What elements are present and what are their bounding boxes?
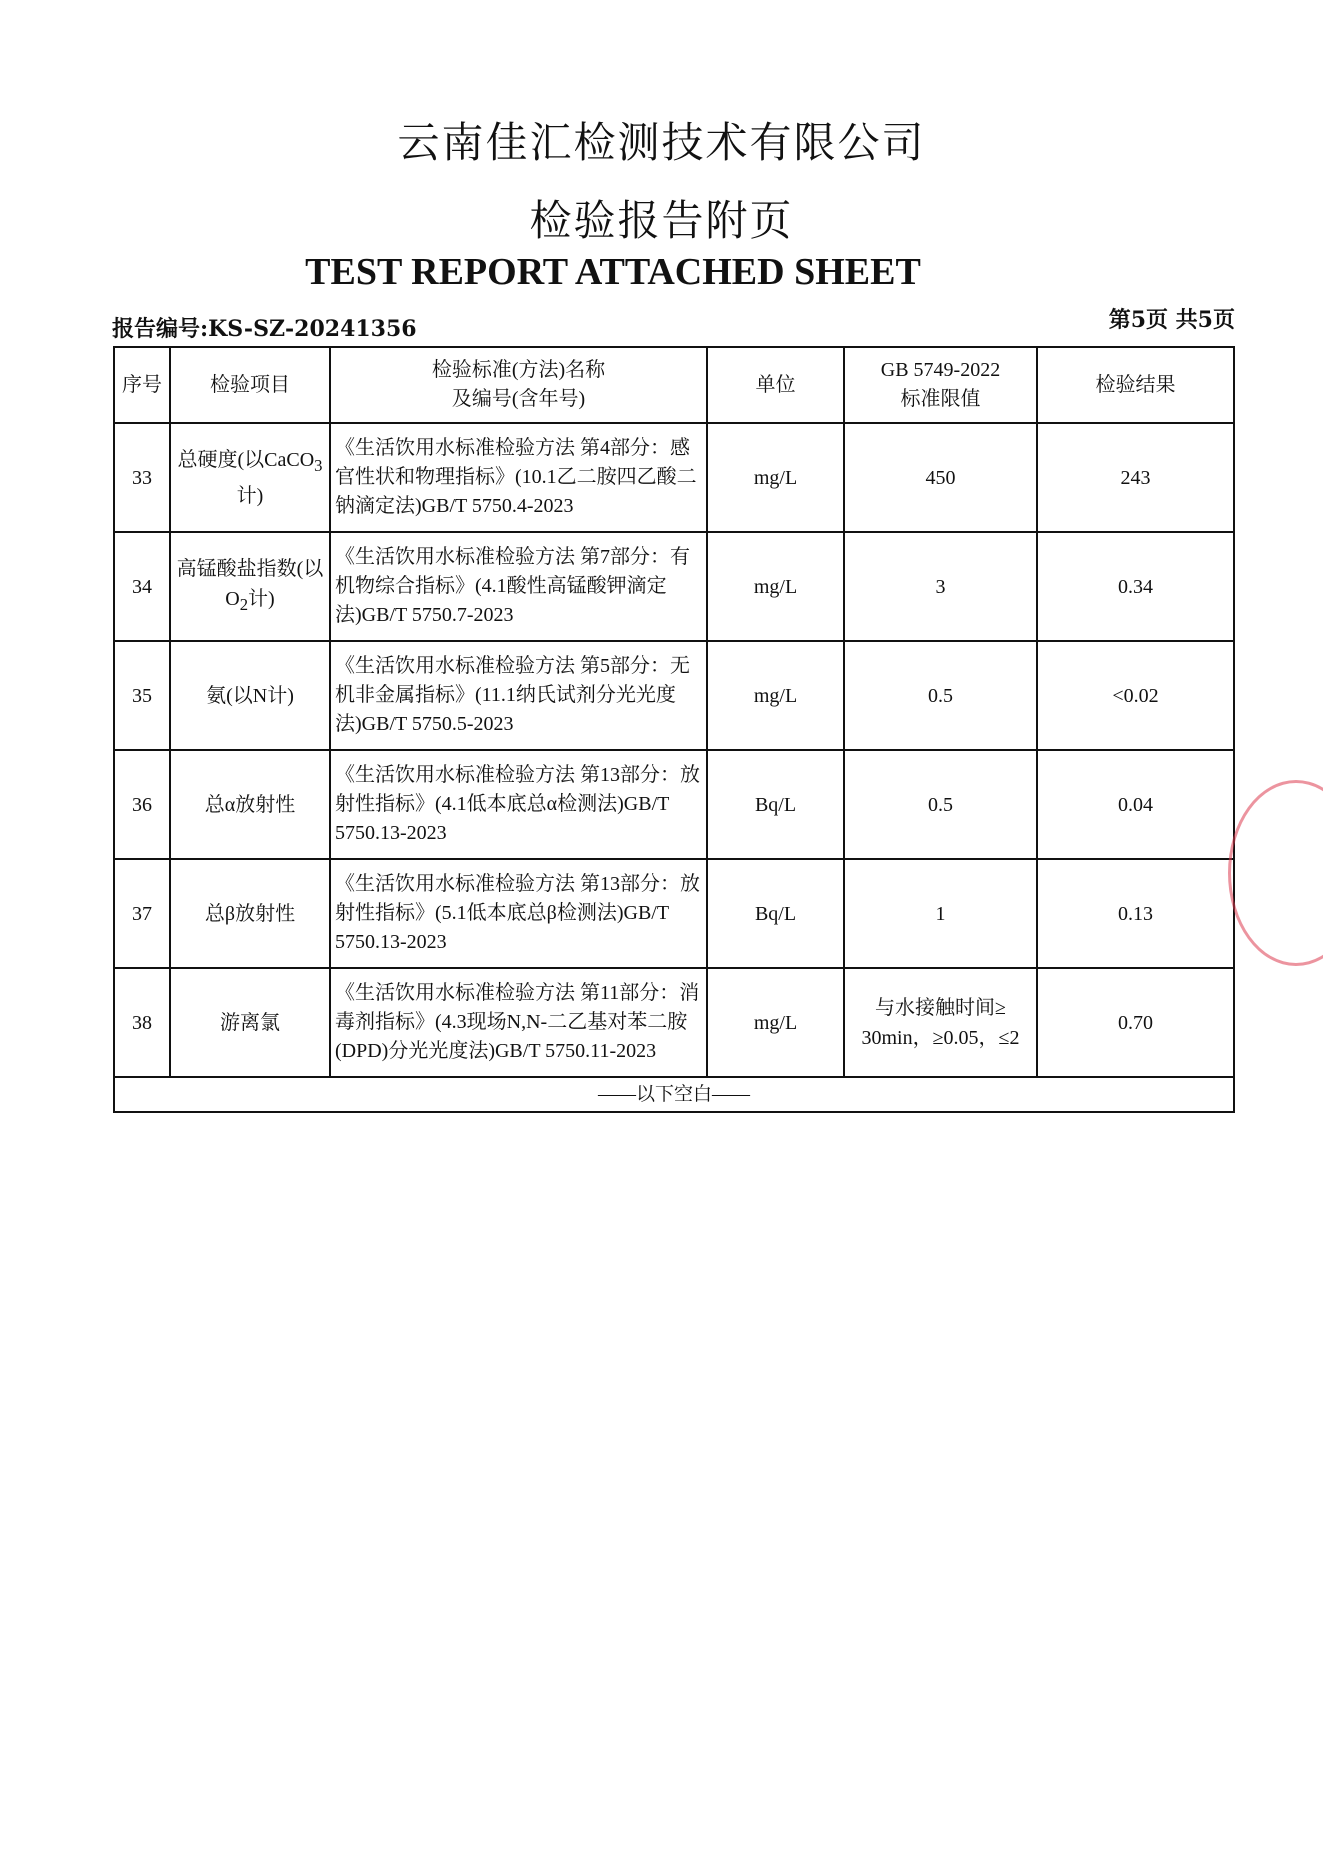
cell-item: 游离氯 bbox=[170, 968, 330, 1077]
cell-method: 《生活饮用水标准检验方法 第7部分：有机物综合指标》(4.1酸性高锰酸钾滴定法)GB/T 5750.7-2023 bbox=[330, 532, 707, 641]
cell-result: 243 bbox=[1037, 423, 1234, 532]
cell-result: 0.04 bbox=[1037, 750, 1234, 859]
cell-unit: Bq/L bbox=[707, 750, 844, 859]
header-result: 检验结果 bbox=[1037, 347, 1234, 423]
cell-item bbox=[170, 423, 330, 532]
cell-method: 《生活饮用水标准检验方法 第11部分：消毒剂指标》(4.3现场N,N-二乙基对苯二胺(DPD)分光光度法)GB/T 5750.11-2023 bbox=[330, 968, 707, 1077]
header-limit-line2: 标准限值 bbox=[900, 388, 981, 410]
cell-method: 《生活饮用水标准检验方法 第5部分：无机非金属指标》(11.1纳氏试剂分光光度法)GB/T 5750.5-2023 bbox=[330, 641, 707, 750]
item-text-line2: 计) bbox=[236, 484, 264, 507]
item-text-line2: 计) bbox=[248, 587, 275, 610]
table-footer-row bbox=[114, 1077, 1234, 1112]
item-text-o: O bbox=[225, 587, 240, 610]
cell-seq: 33 bbox=[114, 423, 170, 532]
cell-result: 0.34 bbox=[1037, 532, 1234, 641]
cell-item bbox=[170, 532, 330, 641]
report-subtitle: 检验报告附页 bbox=[529, 196, 794, 245]
cell-result: 0.70 bbox=[1037, 968, 1234, 1077]
table-row bbox=[114, 532, 1234, 641]
cell-method: 《生活饮用水标准检验方法 第13部分：放射性指标》(5.1低本底总β检测法)GB/T 5750.13-2023 bbox=[330, 859, 707, 968]
header-method bbox=[330, 347, 707, 423]
cell-unit: mg/L bbox=[707, 968, 844, 1077]
cell-unit: mg/L bbox=[707, 423, 844, 532]
header-limit bbox=[844, 347, 1037, 423]
header-item: 检验项目 bbox=[170, 347, 330, 423]
item-text: 总硬度(以CaCO bbox=[177, 448, 315, 471]
header-unit: 单位 bbox=[707, 347, 844, 423]
table-row bbox=[114, 641, 1234, 750]
header-seq: 序号 bbox=[114, 347, 170, 423]
page-indicator: 第5页 共5页 bbox=[1108, 307, 1235, 333]
cell-result: <0.02 bbox=[1037, 641, 1234, 750]
seal-stamp-icon bbox=[1228, 780, 1323, 966]
cell-limit: 3 bbox=[844, 532, 1037, 641]
table-header-row bbox=[114, 347, 1234, 423]
blank-below-note: ——以下空白—— bbox=[114, 1077, 1234, 1112]
limit-line1: 与水接触时间≥ bbox=[875, 996, 1006, 1019]
item-subscript: 3 bbox=[314, 455, 323, 475]
cell-item: 氨(以N计) bbox=[170, 641, 330, 750]
cell-seq: 37 bbox=[114, 859, 170, 968]
header-method-line2: 及编号(含年号) bbox=[451, 388, 586, 410]
item-text: 高锰酸盐指数(以 bbox=[176, 557, 324, 580]
cell-method: 《生活饮用水标准检验方法 第4部分：感官性状和物理指标》(10.1乙二胺四乙酸二钠滴定法)GB/T 5750.4-2023 bbox=[330, 423, 707, 532]
cell-result: 0.13 bbox=[1037, 859, 1234, 968]
header-method-line1: 检验标准(方法)名称 bbox=[431, 359, 606, 381]
cell-limit: 0.5 bbox=[844, 641, 1037, 750]
item-subscript: 2 bbox=[239, 594, 249, 614]
limit-line2: 30min，≥0.05，≤2 bbox=[861, 1026, 1020, 1049]
cell-seq: 36 bbox=[114, 750, 170, 859]
cell-item: 总α放射性 bbox=[170, 750, 330, 859]
cell-seq: 35 bbox=[114, 641, 170, 750]
cell-seq: 34 bbox=[114, 532, 170, 641]
english-title: TEST REPORT ATTACHED SHEET bbox=[305, 251, 921, 293]
table-row bbox=[114, 968, 1234, 1077]
cell-method: 《生活饮用水标准检验方法 第13部分：放射性指标》(4.1低本底总α检测法)GB/T 5750.13-2023 bbox=[330, 750, 707, 859]
cell-limit: 450 bbox=[844, 423, 1037, 532]
table-row bbox=[114, 859, 1234, 968]
company-title: 云南佳汇检测技术有限公司 bbox=[397, 118, 926, 167]
cell-limit: 1 bbox=[844, 859, 1037, 968]
cell-unit: mg/L bbox=[707, 532, 844, 641]
cell-limit: 0.5 bbox=[844, 750, 1037, 859]
header-limit-line1: GB 5749-2022 bbox=[880, 359, 1001, 381]
cell-item: 总β放射性 bbox=[170, 859, 330, 968]
cell-unit: Bq/L bbox=[707, 859, 844, 968]
table-row bbox=[114, 750, 1234, 859]
cell-seq: 38 bbox=[114, 968, 170, 1077]
report-number: 报告编号:KS-SZ-20241356 bbox=[112, 316, 417, 342]
table-row bbox=[114, 423, 1234, 532]
cell-unit: mg/L bbox=[707, 641, 844, 750]
test-results-table bbox=[113, 346, 1235, 1113]
cell-limit bbox=[844, 968, 1037, 1077]
